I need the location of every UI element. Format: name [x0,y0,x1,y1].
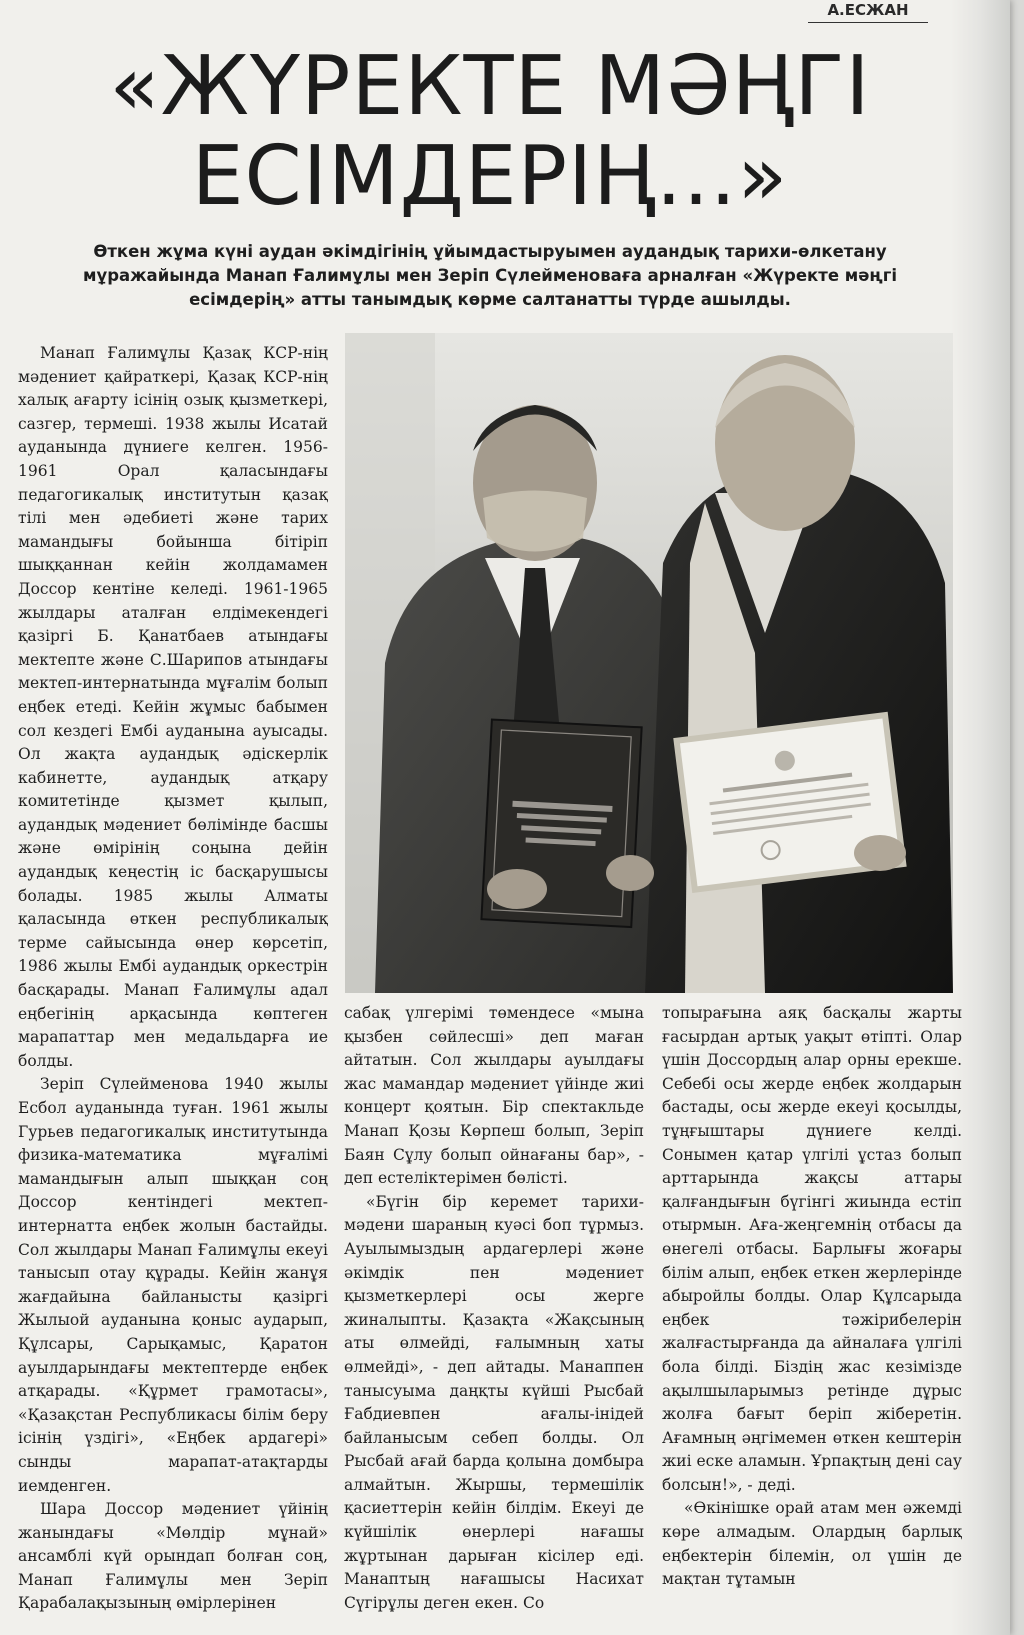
lead-paragraph: Өткен жұма күні аудан әкімдігінің ұйымдастыруымен аудандық тарихи-өлкетану мұражайында Манап Ғалимұлы мен Зеріп Сүлейменоваға арналған «Жүректе мәңгі есімдерің» атты танымдық көрме салтанатты түрде ашылды. [82,242,898,309]
article-photo [345,333,953,993]
col2-paragraph-1: сабақ үлгерімі төмендесе «мына қызбен сөйлесші» деп маған айтатын. Сол жылдары ауылдағы жас мамандар мәдениет үйінде жиі концерт қоятын. Бір спектакльде Манап Қозы Көрпеш болып, Зеріп Баян Сұлу болып ойнағаны бар», - деп естеліктерімен бөлісті. [344,1004,644,1188]
article-column-1 [18,342,328,1635]
col1-paragraph-2: Зеріп Сүлейменова 1940 жылы Есбол ауданында туған. 1961 жылы Гурьев педагогикалық институтында физика-математика мұғалімі мамандығын алып шыққан соң Доссор кентіндегі мектеп-интернатта еңбек жолын бастайды. Сол жылдары Манап Ғалимұлы екеуі танысып отау құрады. Кейін жанұя жағдайына байланысты қазіргі Жылыой ауданына қоныс аударып, Құлсары, Сарықамыс, Қаратон ауылдарындағы мектептерде еңбек атқарады. «Құрмет грамотасы», «Қазақстан Республикасы білім беру ісінің үздігі», «Еңбек ардагері» сынды марапат-атақтарды иемденген. [18,1075,328,1495]
col2-paragraph-2: «Бүгін бір керемет тарихи-мәдени шараның куәсі боп тұрмыз. Ауылымыздың ардагерлері және әкімдік пен мәдениет қызметкерлері осы жерге жиналыпты. Қазақта «Жақсының аты өлмейді, ғалымның хаты өлмейді», - деп айтады. Манаппен танысуыма даңқты күйші Рысбай Ғабдиевпен ағалы-інідей байланысым себеп болды. Ол Рысбай ағай барда қолына домбыра алмайтын. Жыршы, термешілік қасиеттерін кейін білдім. Екеуі де күйшілік өнерлері нағашы жұртынан дарыған кісілер еді. Манаптың нағашысы Насихат Сүгірұлы деген екен. Со [344,1192,644,1612]
article-column-3 [662,1002,962,1635]
face-mask [483,491,587,552]
col1-paragraph-1: Манап Ғалимұлы Қазақ КСР-нің мәдениет қайраткері, Қазақ КСР-нің халық ағарту ісінің озық қызметкері, сазгер, термеші. 1938 жылы Исатай ауданында дүниеге келген. 1956-1961 Орал қаласындағы педагогикалық институтын қазақ тілі мен әдебиеті және тарих мамандығы бойынша бітіріп шыққаннан кейін жолдамамен Доссор кентіне келеді. 1961-1965 жылдары аталған елдімекендегі қазіргі Б. Қанатбаев атындағы мектепте және С.Шарипов атындағы мектеп-интернатында мұғалім болып еңбек етеді. Кейін жұмыс бабымен сол кездегі Ембі ауданына ауысады. Ол жақта аудандық әдіскерлік кабинетте, аудандық атқару комитетінде қызмет қылып, аудандық мәдениет бөлімінде басшы және өмірінің соңына дейін аудандық кеңестің іс басқарушысы болады. 1985 жылы Алматы қаласында өткен республикалық терме сайысында өнер көрсетіп, 1986 жылы Ембі аудандық оркестрін басқарады. Манап Ғалимұлы адал еңбегінің арқасында көптеген марапаттар мен медальдарға ие болды. [18,344,328,1070]
col3-paragraph-1: топырағына аяқ басқалы жарты ғасырдан артық уақыт өтіпті. Олар үшін Доссордың алар орны ерекше. Себебі осы жерде еңбек жолдарын бастады, осы жерде екеуі қосылды, тұңғыштары дүниеге келді. Сонымен қатар үлгілі ұстаз болып арттарында жақсы аттары қалғандығын бүгінгі жиында естіп отырмын. Аға-жеңгемнің отбасы да өнегелі отбасы. Барлығы жоғары білім алып, еңбек еткен жерлерінде абыройлы болды. Олар Құлсарыда еңбек тәжірибелерін жалғастырғанда да айналаға үлгілі бола білді. Біздің жас кезімізде ақылшыларымыз ретінде дұрыс жолға бағыт беріп жіберетін. Ағамның әңгімемен өткен кештерін жиі еске аламын. Ұрпақтың дені сау болсын!», - деді. [662,1004,962,1494]
author-byline: А.ЕСЖАН [808,0,928,23]
headline [40,39,940,224]
col3-paragraph-2: «Өкінішке орай атам мен әжемді көре алмадым. Олардың барлық еңбектерін білемін, ол үшін де мақтан тұтамын [662,1499,962,1589]
photo-illustration [345,333,953,993]
headline-line-1: «ЖҮРЕКТЕ МӘҢГІ [109,39,871,134]
col1-paragraph-3: Шара Доссор мәдениет үйінің жанындағы «Мөлдір мұнай» ансамблі күй орындап болған соң, Манап Ғалимұлы мен Зеріп Қарабалақызының өмірлерінен [18,1500,328,1613]
headline-line-2: ЕСІМДЕРІҢ...» [191,129,789,224]
article-column-2 [344,1002,644,1635]
